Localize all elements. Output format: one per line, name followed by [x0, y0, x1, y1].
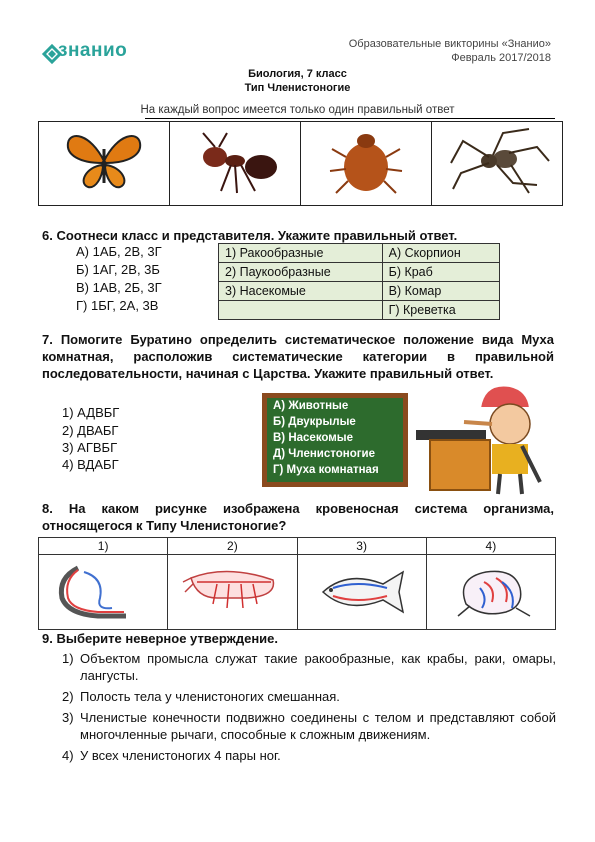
pinocchio-icon	[410, 378, 550, 496]
q7-option-3[interactable]: 3) АГВБГ	[62, 440, 118, 455]
q6-option-a[interactable]: А) 1АБ, 2В, 3Г	[76, 244, 162, 259]
note-underline	[145, 118, 555, 119]
bedbug-image-cell	[301, 122, 432, 206]
q7-option-1[interactable]: 1) АДВБГ	[62, 405, 120, 420]
class-cell	[219, 301, 383, 320]
logo-text: знанио	[58, 40, 128, 61]
figure-label-1[interactable]: 1)	[39, 538, 168, 555]
crayfish-circulation-icon	[177, 558, 287, 624]
animal-cell: А) Скорпион	[382, 244, 499, 263]
q8-title: 8. На каком рисунке изображена кровеносная система организма, относящегося к Типу Членистоногие?	[42, 501, 554, 533]
class-cell: 2) Паукообразные	[219, 263, 383, 282]
date-text: Февраль 2017/2018	[451, 52, 551, 64]
board-line: А) Животные	[273, 400, 349, 412]
worm-circulation-icon	[48, 558, 158, 624]
chalkboard	[262, 393, 408, 487]
q9-option-2[interactable]	[62, 688, 556, 705]
spider-icon	[433, 123, 561, 199]
ant-image-cell	[170, 122, 301, 206]
option-number: 4)	[62, 748, 74, 763]
animals-image-table	[38, 121, 563, 206]
q8-figures-table	[38, 537, 556, 630]
butterfly-icon	[40, 123, 168, 199]
figure-cell-2[interactable]	[168, 555, 297, 630]
butterfly-image-cell	[39, 122, 170, 206]
class-cell: 3) Насекомые	[219, 282, 383, 301]
class-cell: 1) Ракообразные	[219, 244, 383, 263]
q7-option-4[interactable]: 4) ВДАБГ	[62, 457, 119, 472]
animal-cell: Б) Краб	[382, 263, 499, 282]
board-line: В) Насекомые	[273, 432, 354, 444]
option-number: 2)	[62, 689, 74, 704]
q6-option-b[interactable]: Б) 1АГ, 2В, 3Б	[76, 262, 160, 277]
ant-icon	[171, 123, 299, 199]
spider-image-cell	[432, 122, 563, 206]
q9-option-1[interactable]	[62, 650, 556, 684]
figure-label-3[interactable]: 3)	[297, 538, 426, 555]
frog-circulation-icon	[436, 558, 546, 624]
org-name: Образовательные викторины «Знанио»	[348, 38, 551, 50]
q9-option-4[interactable]	[62, 747, 556, 764]
figure-label-4[interactable]: 4)	[426, 538, 555, 555]
option-text: Членистые конечности подвижно соединены с телом и представляют собой многочленные рычаги, способные к сложным движениям.	[80, 710, 556, 742]
option-text: Объектом промысла служат такие ракообразные, как крабы, раки, омары, лангусты.	[80, 651, 556, 683]
subject-title: Биология, 7 класс	[248, 68, 347, 80]
q7-title: 7. Помогите Буратино определить систематическое положение вида Муха комнатная, расположив систематические категории в правильной последовательности, начиная с Царства. Укажите правильный ответ.	[42, 332, 554, 381]
board-line: Б) Двукрылые	[273, 416, 356, 428]
fish-circulation-icon	[307, 558, 417, 624]
q6-option-c[interactable]: В) 1АВ, 2Б, 3Г	[76, 280, 162, 295]
option-text: У всех членистоногих 4 пары ног.	[80, 748, 281, 763]
q9-options-list	[62, 650, 556, 768]
figure-cell-4[interactable]	[426, 555, 555, 630]
q6-matching-table	[218, 243, 500, 320]
figure-cell-3[interactable]	[297, 555, 426, 630]
q9-title: 9. Выберите неверное утверждение.	[42, 631, 279, 646]
bedbug-icon	[302, 123, 430, 199]
q6-option-d[interactable]: Г) 1БГ, 2А, 3В	[76, 298, 159, 313]
option-number: 1)	[62, 651, 74, 666]
board-line: Д) Членистоногие	[273, 448, 375, 460]
option-number: 3)	[62, 710, 74, 725]
option-text: Полость тела у членистоногих смешанная.	[80, 689, 340, 704]
animal-cell: Г) Креветка	[382, 301, 499, 320]
figure-label-2[interactable]: 2)	[168, 538, 297, 555]
q7-option-2[interactable]: 2) ДВАБГ	[62, 423, 119, 438]
board-line: Г) Муха комнатная	[273, 464, 379, 476]
q6-title: 6. Соотнеси класс и представителя. Укажите правильный ответ.	[42, 228, 458, 243]
instructions-note: На каждый вопрос имеется только один правильный ответ	[140, 104, 455, 116]
figure-cell-1[interactable]	[39, 555, 168, 630]
topic-title: Тип Членистоногие	[244, 82, 351, 94]
q9-option-3[interactable]	[62, 709, 556, 743]
animal-cell: В) Комар	[382, 282, 499, 301]
